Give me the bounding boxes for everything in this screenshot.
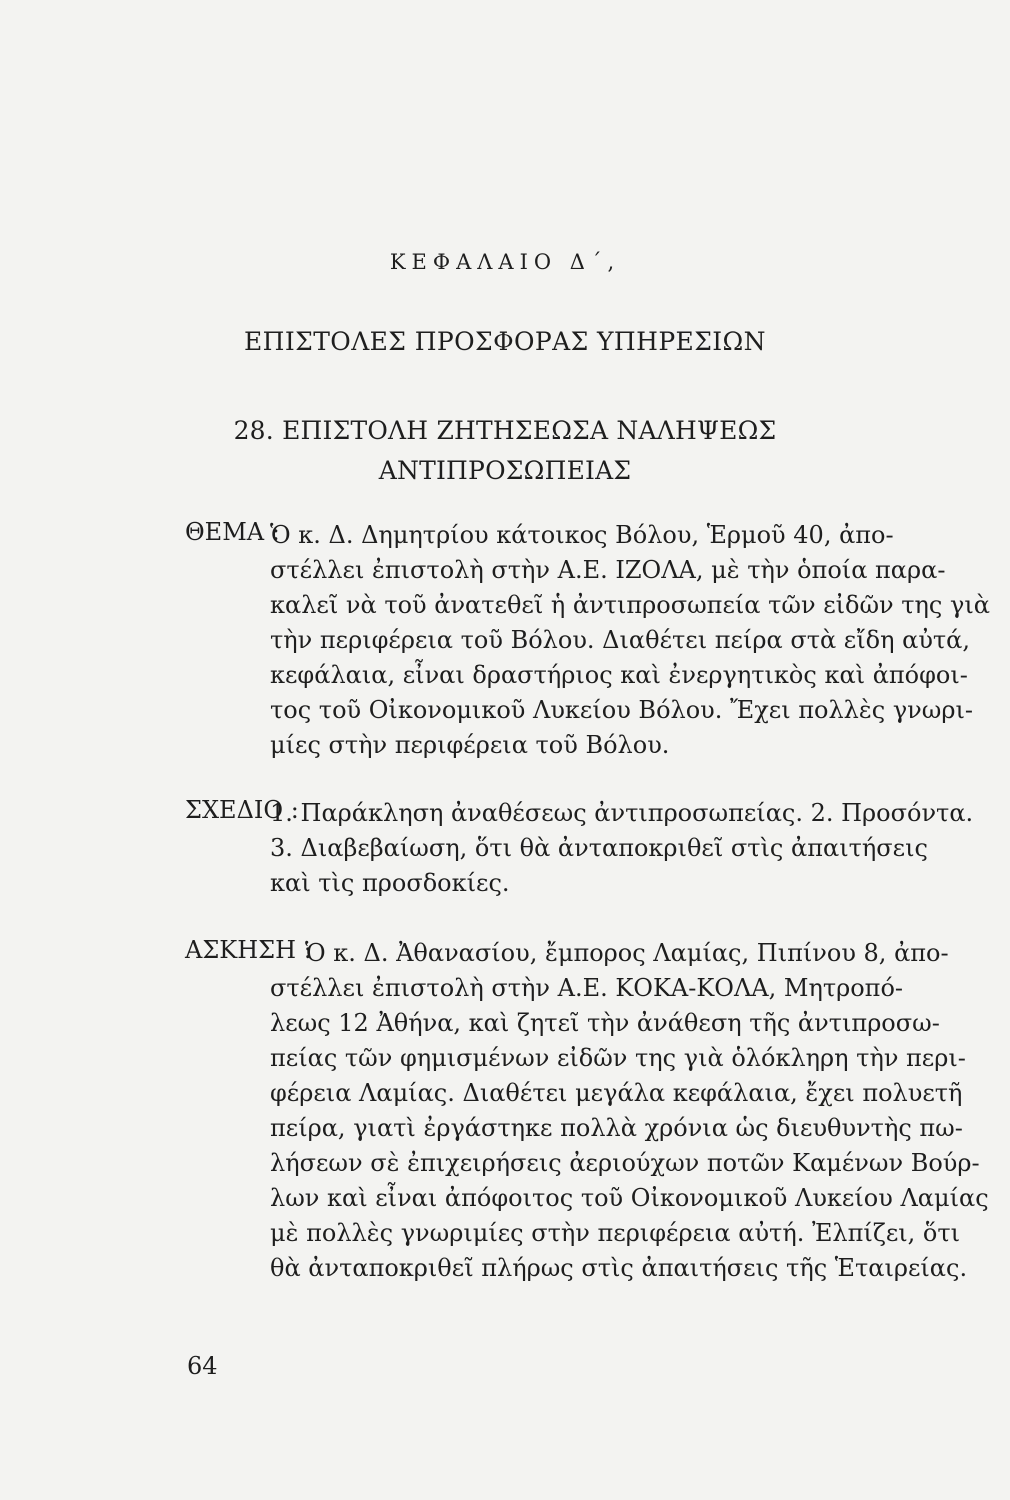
- text-line: Ὁ κ. Δ. Δημητρίου κάτοικος Βόλου, Ἑρμοῦ 40, ἀπο-: [270, 521, 894, 549]
- text-line: μὲ πολλὲς γνωριμίες στὴν περιφέρεια αὐτή. Ἐλπίζει, ὅτι: [270, 1219, 961, 1247]
- askisi-label: ΑΣΚΗΣΗ :: [185, 936, 312, 964]
- thema-text: [270, 518, 990, 763]
- askisi-text: [270, 971, 989, 1286]
- text-line: Ὁ κ. Δ. Ἀθανασίου, ἔμπορος Λαμίας, Πιπίνου 8, ἀπο-: [305, 939, 949, 967]
- text-line: στέλλει ἐπιστολὴ στὴν Α.Ε. ΙΖΟΛΑ, μὲ τὴν ὁποία παρα-: [270, 556, 946, 584]
- page-number: 64: [187, 1352, 218, 1380]
- text-line: λεως 12 Ἀθήνα, καὶ ζητεῖ τὴν ἀνάθεση τῆς ἀντιπροσω-: [270, 1009, 940, 1037]
- askisi-first-line: [305, 936, 949, 971]
- text-line: θὰ ἀνταποκριθεῖ πλήρως στὶς ἀπαιτήσεις τῆς Ἑταιρείας.: [270, 1254, 968, 1282]
- text-line: πείρα, γιατὶ ἐργάστηκε πολλὰ χρόνια ὡς διευθυντὴς πω-: [270, 1114, 963, 1142]
- text-line: φέρεια Λαμίας. Διαθέτει μεγάλα κεφάλαια, ἔχει πολυετῆ: [270, 1079, 963, 1107]
- text-line: λων καὶ εἶναι ἀπόφοιτος τοῦ Οἰκονομικοῦ Λυκείου Λαμίας: [270, 1184, 989, 1212]
- schedio-text: [270, 796, 973, 901]
- text-line: πείας τῶν φημισμένων εἰδῶν της γιὰ ὁλόκληρη τὴν περι-: [270, 1044, 966, 1072]
- text-line: κεφάλαια, εἶναι δραστήριος καὶ ἐνεργητικὸς καὶ ἀπόφοι-: [270, 661, 968, 689]
- text-line: λήσεων σὲ ἐπιχειρήσεις ἀεριούχων ποτῶν Καμένων Βούρ-: [270, 1149, 980, 1177]
- chapter-heading: ΚΕΦΑΛΑΙΟ Δ΄,: [389, 250, 621, 274]
- letter-title-line: ΑΝΤΙΠΡΟΣΩΠΕΙΑΣ: [378, 456, 632, 485]
- text-line: τὴν περιφέρεια τοῦ Βόλου. Διαθέτει πείρα στὰ εἴδη αὐτά,: [270, 626, 971, 654]
- schedio-label: ΣΧΕΔΙΟ :: [185, 796, 299, 824]
- text-line: μίες στὴν περιφέρεια τοῦ Βόλου.: [270, 731, 670, 759]
- text-line: καλεῖ νὰ τοῦ ἀνατεθεῖ ἡ ἀντιπροσωπεία τῶν εἰδῶν της γιὰ: [270, 591, 990, 619]
- text-line: καὶ τὶς προσδοκίες.: [270, 869, 510, 897]
- thema-label: ΘΕΜΑ :: [185, 518, 280, 546]
- letter-title-line: 28. ΕΠΙΣΤΟΛΗ ΖΗΤΗΣΕΩΣΑ ΝΑΛΗΨΕΩΣ: [233, 416, 777, 445]
- text-line: 3. Διαβεβαίωση, ὅτι θὰ ἀνταποκριθεῖ στὶς ἀπαιτήσεις: [270, 834, 928, 862]
- section-title: ΕΠΙΣΤΟΛΕΣ ΠΡΟΣΦΟΡΑΣ ΥΠΗΡΕΣΙΩΝ: [244, 327, 766, 356]
- letter-title: [0, 411, 1010, 491]
- text-line: τος τοῦ Οἰκονομικοῦ Λυκείου Βόλου. Ἔχει πολλὲς γνωρι-: [270, 696, 973, 724]
- text-line: 1. Παράκληση ἀναθέσεως ἀντιπροσωπείας. 2. Προσόντα.: [270, 799, 974, 827]
- text-line: στέλλει ἐπιστολὴ στὴν Α.Ε. ΚΟΚΑ-ΚΟΛΑ, Μητροπό-: [270, 974, 903, 1002]
